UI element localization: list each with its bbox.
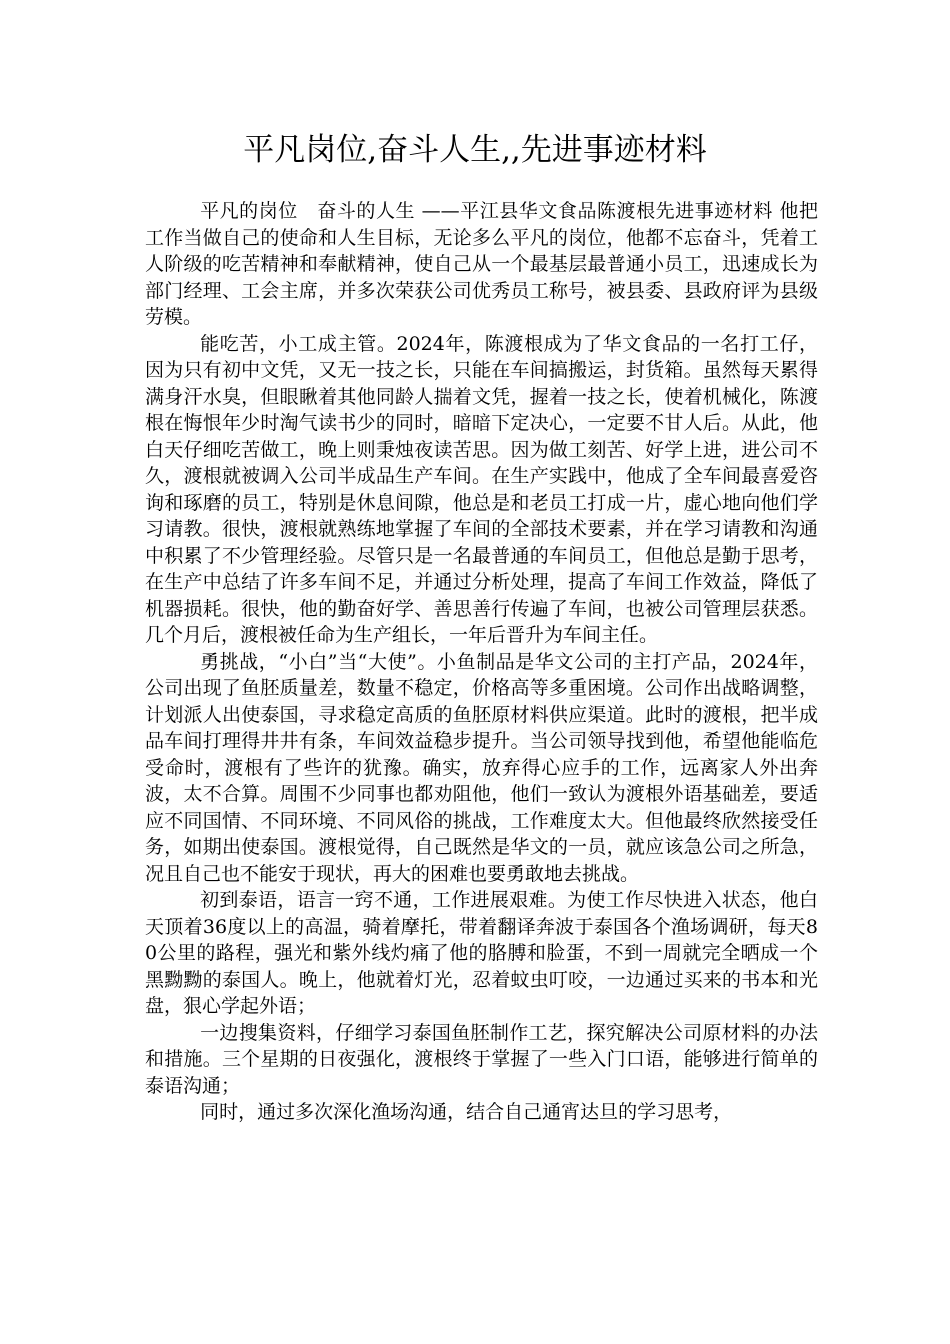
- paragraph-research: 一边搜集资料，仔细学习泰国鱼胚制作工艺，探究解决公司原材料的办法和措施。三个星期的日夜强化，渡根终于掌握了一些入门口语，能够进行简单的泰语沟通；: [145, 1021, 818, 1097]
- paragraph-challenge: 勇挑战，“小白”当“大使”。小鱼制品是华文公司的主打产品，2024年，公司出现了鱼胚质量差，数量不稳定，价格高等多重困境。公司作出战略调整，计划派人出使泰国，寻求稳定高质的鱼胚原材料供应渠道。此时的渡根，把半成品车间打理得井井有条，车间效益稳步提升。当公司领导找到他，希望他能临危受命时，渡根有了些许的犹豫。确实，放弃得心应手的工作，远离家人外出奔波，太不合算。周围不少同事也都劝阻他，他们一致认为渡根外语基础差，要适应不同国情、不同环境、不同风俗的挑战，工作难度太大。但他最终欣然接受任务，如期出使泰国。渡根觉得，自己既然是华文的一员，就应该急公司之所急，况且自己也不能安于现状，再大的困难也要勇敢地去挑战。: [145, 650, 818, 885]
- document-title: 平凡岗位,奋斗人生,,先进事迹材料: [243, 132, 707, 168]
- paragraph-intro: 平凡的岗位 奋斗的人生 ——平江县华文食品陈渡根先进事迹材料 他把工作当做自己的使命和人生目标，无论多么平凡的岗位，他都不忘奋斗，凭着工人阶级的吃苦精神和奉献精神，使自己从一个最基层最普通小员工，迅速成长为部门经理、工会主席，并多次荣获公司优秀员工称号，被县委、县政府评为县级劳模。: [145, 200, 818, 328]
- document-body: [145, 198, 818, 1126]
- paragraph-communication: 同时，通过多次深化渔场沟通，结合自己通宵达旦的学习思考，: [200, 1101, 733, 1123]
- paragraph-hard-work: 能吃苦，小工成主管。2024年，陈渡根成为了华文食品的一名打工仔，因为只有初中文凭，又无一技之长，只能在车间搞搬运，封货箱。虽然每天累得满身汗水臭，但眼瞅着其他同龄人揣着文凭，握着一技之长，使着机械化，陈渡根在悔恨年少时淘气读书少的同时，暗暗下定决心，一定要不甘人后。从此，他白天仔细吃苦做工，晚上则秉烛夜读苦思。因为做工刻苦、好学上进，进公司不久，渡根就被调入公司半成品生产车间。在生产实践中，他成了全车间最喜爱咨询和琢磨的员工，特别是休息间隙，他总是和老员工打成一片，虚心地向他们学习请教。很快，渡根就熟练地掌握了车间的全部技术要素，并在学习请教和沟通中积累了不少管理经验。尽管只是一名最普通的车间员工，但他总是勤于思考，在生产中总结了许多车间不足，并通过分析处理，提高了车间工作效益，降低了机器损耗。很快，他的勤奋好学、善思善行传遍了车间，也被公司管理层获悉。几个月后，渡根被任命为生产组长，一年后晋升为车间主任。: [145, 332, 818, 646]
- paragraph-thailand-arrival: 初到泰语，语言一窍不通，工作进展艰难。为使工作尽快进入状态，他白天顶着36度以上的高温，骑着摩托，带着翻译奔波于泰国各个渔场调研，每天80公里的路程，强光和紫外线灼痛了他的胳膊和脸蛋，不到一周就完全晒成一个黑黝黝的泰国人。晚上，他就着灯光，忍着蚊虫叮咬，一边通过买来的书本和光盘，狠心学起外语；: [145, 889, 818, 1017]
